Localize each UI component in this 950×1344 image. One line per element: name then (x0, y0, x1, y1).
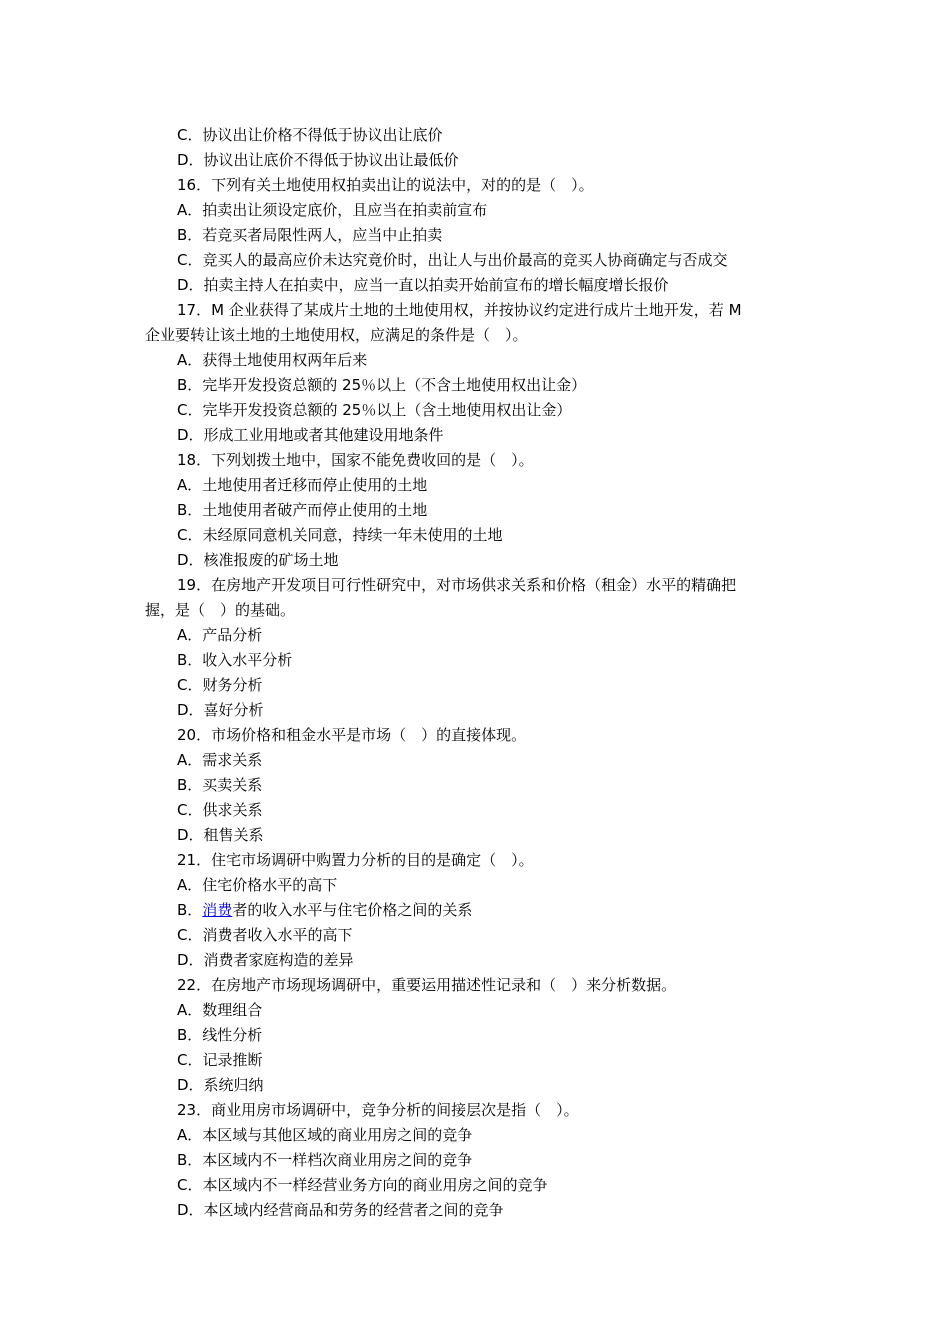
option-b-21-prefix: B． (177, 901, 203, 919)
option-b-20: B．买卖关系 (177, 776, 263, 794)
option-c-16: C．竞买人的最高应价未达究竟价时，出让人与出价最高的竞买人协商确定与否成交 (177, 251, 728, 269)
option-c-17: C．完毕开发投资总额的 25％以上（含土地使用权出让金） (177, 401, 572, 419)
option-a-22: A．数理组合 (177, 1001, 263, 1019)
question-22: 22．在房地产市场现场调研中，重要运用描述性记录和（ ）来分析数据。 (177, 976, 677, 994)
option-d-22: D．系统归纳 (177, 1076, 264, 1094)
option-b-19: B．收入水平分析 (177, 651, 293, 669)
option-c-22: C．记录推断 (177, 1051, 263, 1069)
question-17-continued: 企业要转让该土地的土地使用权，应满足的条件是（ ）。 (145, 326, 528, 344)
question-19-continued: 握，是（ ）的基础。 (145, 601, 296, 619)
option-d-20: D．租售关系 (177, 826, 264, 844)
option-d-21: D．消费者家庭构造的差异 (177, 951, 354, 969)
option-b-16: B．若竞买者局限性两人，应当中止拍卖 (177, 226, 443, 244)
option-c-20: C．供求关系 (177, 801, 263, 819)
option-a-23: A．本区域与其他区域的商业用房之间的竞争 (177, 1126, 473, 1144)
question-16: 16．下列有关土地使用权拍卖出让的说法中，对的的是（ ）。 (177, 176, 594, 194)
consumer-link[interactable]: 消费 (202, 901, 233, 919)
question-21: 21．住宅市场调研中购置力分析的目的是确定（ ）。 (177, 851, 534, 869)
option-a-16: A．拍卖出让须设定底价，且应当在拍卖前宣布 (177, 201, 488, 219)
option-d-18: D．核准报废的矿场土地 (177, 551, 339, 569)
option-d-15: D．协议出让底价不得低于协议出让最低价 (177, 151, 459, 169)
option-d-17: D．形成工业用地或者其他建设用地条件 (177, 426, 444, 444)
option-a-19: A．产品分析 (177, 626, 263, 644)
option-b-18: B．土地使用者破产而停止使用的土地 (177, 501, 428, 519)
option-d-19: D．喜好分析 (177, 701, 264, 719)
option-c-19: C．财务分析 (177, 676, 263, 694)
option-a-18: A．土地使用者迁移而停止使用的土地 (177, 476, 428, 494)
option-d-16: D．拍卖主持人在拍卖中，应当一直以拍卖开始前宣布的增长幅度增长报价 (177, 276, 669, 294)
option-b-21 (177, 898, 472, 923)
option-b-23: B．本区域内不一样档次商业用房之间的竞争 (177, 1151, 473, 1169)
option-b-22: B．线性分析 (177, 1026, 263, 1044)
question-23: 23．商业用房市场调研中，竞争分析的间接层次是指（ ）。 (177, 1101, 579, 1119)
option-c-15: C．协议出让价格不得低于协议出让底价 (177, 126, 443, 144)
option-c-21: C．消费者收入水平的高下 (177, 926, 353, 944)
question-20: 20．市场价格和租金水平是市场（ ）的直接体现。 (177, 726, 527, 744)
option-c-18: C．未经原同意机关同意，持续一年未使用的土地 (177, 526, 503, 544)
question-19: 19．在房地产开发项目可行性研究中，对市场供求关系和价格（租金）水平的精确把 (177, 576, 737, 594)
question-17: 17．M 企业获得了某成片土地的土地使用权，并按协议约定进行成片土地开发，若 M (177, 301, 742, 319)
option-b-17: B．完毕开发投资总额的 25％以上（不含土地使用权出让金） (177, 376, 587, 394)
option-a-21: A．住宅价格水平的高下 (177, 876, 338, 894)
option-d-23: D．本区域内经营商品和劳务的经营者之间的竞争 (177, 1201, 504, 1219)
option-a-17: A．获得土地使用权两年后来 (177, 351, 368, 369)
option-c-23: C．本区域内不一样经营业务方向的商业用房之间的竞争 (177, 1176, 548, 1194)
question-18: 18．下列划拨土地中，国家不能免费收回的是（ ）。 (177, 451, 534, 469)
option-a-20: A．需求关系 (177, 751, 263, 769)
option-b-21-text: 者的收入水平与住宅价格之间的关系 (232, 901, 473, 919)
